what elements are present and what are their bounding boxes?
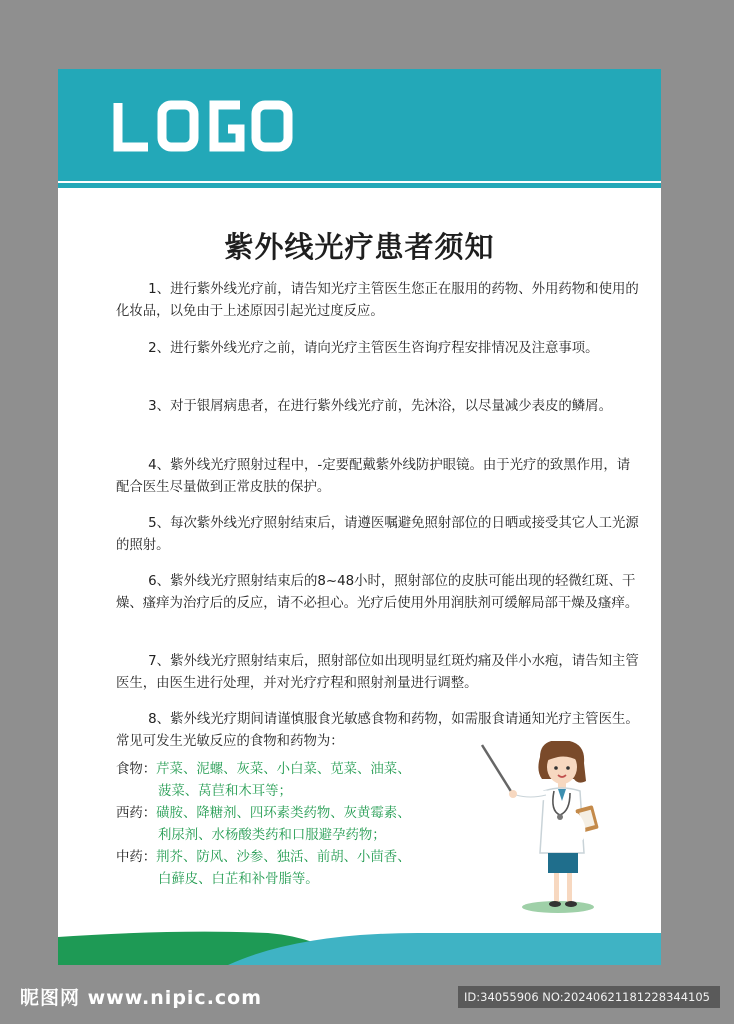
chinese-medicine-label: 中药：	[116, 850, 157, 865]
poster	[58, 69, 661, 965]
logo-text: LOGO	[110, 97, 113, 98]
chinese-medicine-row-cont	[116, 869, 411, 891]
western-medicine-line2: 利尿剂、水杨酸类药和口服避孕药物；	[158, 828, 386, 843]
doctor-icon	[478, 741, 618, 916]
food-row-cont	[116, 781, 411, 803]
footer-wave	[58, 929, 661, 965]
notice-item-4: 4、紫外线光疗照射过程中，-定要配戴紫外线防护眼镜。由于光疗的致黑作用，请配合医生尽量做到正常皮肤的保护。	[116, 458, 631, 495]
notice-item-6: 6、紫外线光疗照射结束后的8~48小时，照射部位的皮肤可能出现的轻微红斑、干燥、瘙痒为治疗后的反应，请不必担心。光疗后使用外用润肤剂可缓解局部干燥及瘙痒。	[116, 574, 639, 611]
chinese-medicine-row	[116, 847, 411, 869]
logo	[110, 97, 300, 161]
photosensitive-list	[116, 759, 411, 891]
food-label: 食物：	[116, 762, 157, 777]
western-medicine-row-cont	[116, 825, 411, 847]
footer-decoration	[58, 929, 661, 965]
food-row	[116, 759, 411, 781]
notice-item-3: 3、对于银屑病患者，在进行紫外线光疗前，先沐浴，以尽量减少表皮的鳞屑。	[148, 399, 612, 414]
notice-item-8: 8、紫外线光疗期间请谨慎服食光敏感食物和药物，如需服食请通知光疗主管医生。常见可发生光敏反应的食物和药物为：	[116, 712, 639, 749]
western-medicine-row	[116, 803, 411, 825]
chinese-medicine-line2: 白藓皮、白芷和补骨脂等。	[158, 872, 319, 887]
page-title: 紫外线光疗患者须知	[224, 230, 495, 264]
logo-mark	[110, 97, 300, 157]
site-watermark: 昵图网 www.nipic.com	[20, 987, 263, 1009]
notice-item-2: 2、进行紫外线光疗之前，请向光疗主管医生咨询疗程安排情况及注意事项。	[148, 341, 599, 356]
western-medicine-line1: 磺胺、降糖剂、四环素类药物、灰黄霉素、	[156, 806, 411, 821]
notice-item-5: 5、每次紫外线光疗照射结束后，请遵医嘱避免照射部位的日晒或接受其它人工光源的照射。	[116, 516, 639, 553]
food-items-line1: 芹菜、泥螺、灰菜、小白菜、苋菜、油菜、	[156, 762, 411, 777]
chinese-medicine-line1: 荆芥、防风、沙参、独活、前胡、小茴香、	[156, 850, 411, 865]
food-items-line2: 菠菜、莴苣和木耳等；	[158, 784, 292, 799]
header-divider	[58, 183, 661, 188]
notice-item-7: 7、紫外线光疗照射结束后，照射部位如出现明显红斑灼痛及伴小水疱，请告知主管医生，由医生进行处理，并对光疗疗程和照射剂量进行调整。	[116, 654, 639, 691]
doctor-illustration	[478, 741, 618, 920]
image-id-watermark: ID:34055906 NO:20240621181228344105	[458, 986, 720, 1008]
western-medicine-label: 西药：	[116, 806, 157, 821]
notice-item-1: 1、进行紫外线光疗前，请告知光疗主管医生您正在服用的药物、外用药物和使用的化妆品，以免由于上述原因引起光过度反应。	[116, 282, 639, 319]
